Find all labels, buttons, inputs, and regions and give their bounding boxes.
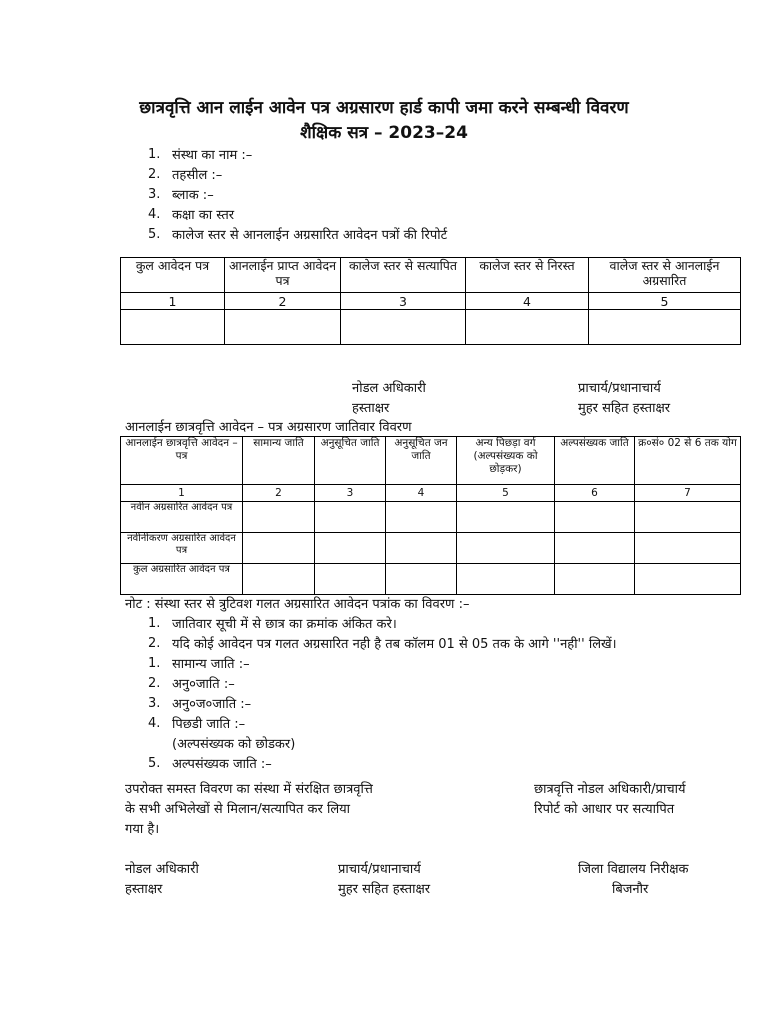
empty-entry-cell[interactable]	[635, 564, 741, 595]
empty-entry-cell[interactable]	[457, 533, 555, 564]
empty-entry-cell[interactable]	[243, 533, 315, 564]
empty-entry-cell[interactable]	[589, 310, 741, 345]
table-header-cell: सामान्य जाति	[243, 437, 315, 485]
column-number: 1	[121, 485, 243, 502]
verification-right-text: छात्रवृत्ति नोडल अधिकारी/प्राचार्य	[534, 782, 686, 797]
empty-entry-cell[interactable]	[635, 533, 741, 564]
table-row	[121, 564, 741, 595]
table-header-cell: क्र०सं० 02 से 6 तक योग	[635, 437, 741, 485]
empty-entry-cell[interactable]	[555, 533, 635, 564]
list-number: 4.	[148, 716, 161, 731]
column-number: 4	[386, 485, 457, 502]
note-item: यदि कोई आवेदन पत्र गलत अग्रसारित नही है तब कॉलम 01 से 05 तक के आगे ''नही'' लिखें।	[172, 637, 617, 652]
empty-entry-cell[interactable]	[555, 564, 635, 595]
list-number: 3.	[148, 696, 161, 711]
list-number: 2.	[148, 636, 161, 651]
column-number: 3	[341, 293, 466, 310]
row-header-total-forwarded: कुल अग्रसारित आवेदन पत्र	[121, 564, 243, 595]
column-number: 5	[457, 485, 555, 502]
empty-entry-cell[interactable]	[243, 502, 315, 533]
principal-label: प्राचार्य/प्रधानाचार्य	[578, 381, 661, 396]
empty-entry-cell[interactable]	[315, 533, 386, 564]
table-row	[121, 533, 741, 564]
obc-label: पिछडी जाति :–	[172, 717, 246, 732]
column-number: 2	[225, 293, 341, 310]
signature-label: हस्ताक्षर	[352, 401, 390, 416]
empty-entry-cell[interactable]	[341, 310, 466, 345]
list-number: 1.	[148, 147, 161, 162]
verification-text: गया है।	[125, 822, 160, 837]
table-header-cell: आनलाईन छात्रवृत्ति आवेदन –पत्र	[121, 437, 243, 485]
academic-session: शैक्षिक सत्र – 2023–24	[300, 123, 468, 143]
column-number: 2	[243, 485, 315, 502]
column-number: 7	[635, 485, 741, 502]
verification-right-text: रिपोर्ट को आधार पर सत्यापित	[534, 802, 675, 817]
column-number: 4	[466, 293, 589, 310]
empty-entry-cell[interactable]	[243, 564, 315, 595]
row-header-new-forwarded: नवीन अग्रसारित आवेदन पत्र	[121, 502, 243, 533]
verification-text: उपरोक्त समस्त विवरण का संस्था में संरक्षित छात्रवृत्ति	[125, 782, 373, 797]
list-number: 1.	[148, 656, 161, 671]
empty-entry-cell[interactable]	[121, 310, 225, 345]
empty-entry-cell[interactable]	[225, 310, 341, 345]
seal-signature-label: मुहर सहित हस्ताक्षर	[578, 401, 671, 416]
table-header-cell: वालेज स्तर से आनलाईन अग्रसारित	[589, 258, 741, 293]
list-number: 5.	[148, 756, 161, 771]
castewise-table	[120, 436, 741, 595]
tehsil-label: तहसील :–	[172, 168, 223, 183]
empty-entry-cell[interactable]	[315, 564, 386, 595]
table-header-cell: आनलाईन प्राप्त आवेदन पत्र	[225, 258, 341, 293]
empty-entry-cell[interactable]	[457, 502, 555, 533]
empty-entry-cell[interactable]	[386, 502, 457, 533]
empty-entry-cell[interactable]	[386, 564, 457, 595]
nodal-officer-label: नोडल अधिकारी	[125, 862, 199, 877]
principal-label: प्राचार्य/प्रधानाचार्य	[338, 862, 421, 877]
list-number: 5.	[148, 227, 161, 242]
empty-entry-cell[interactable]	[555, 502, 635, 533]
column-number: 5	[589, 293, 741, 310]
block-label: ब्लाक :–	[172, 188, 214, 203]
obc-note: (अल्पसंख्यक को छोडकर)	[172, 737, 296, 752]
list-number: 1.	[148, 616, 161, 631]
table-header-cell: कालेज स्तर से निरस्त	[466, 258, 589, 293]
district-name: बिजनौर	[612, 882, 649, 897]
empty-entry-cell[interactable]	[457, 564, 555, 595]
sc-label: अनु०जाति :–	[172, 677, 235, 692]
table-header-cell: अन्य पिछड़ा वर्ग (अल्पसंख्यक को छोड़कर)	[457, 437, 555, 485]
column-number: 6	[555, 485, 635, 502]
list-number: 2.	[148, 167, 161, 182]
district-inspector-label: जिला विद्यालय निरीक्षक	[578, 862, 689, 877]
general-caste-label: सामान्य जाति :–	[172, 657, 250, 672]
note-heading: नोट : संस्था स्तर से त्रुटिवश गलत अग्रसारित आवेदन पत्रांक का विवरण :–	[125, 597, 470, 612]
table-header-cell: कालेज स्तर से सत्यापित	[341, 258, 466, 293]
nodal-officer-label: नोडल अधिकारी	[352, 381, 426, 396]
list-number: 4.	[148, 207, 161, 222]
table-row	[121, 502, 741, 533]
list-number: 3.	[148, 187, 161, 202]
st-label: अनु०ज०जाति :–	[172, 697, 252, 712]
seal-signature-label: मुहर सहित हस्ताक्षर	[338, 882, 431, 897]
table-header-cell: अल्पसंख्यक जाति	[555, 437, 635, 485]
empty-entry-cell[interactable]	[635, 502, 741, 533]
minority-label: अल्पसंख्यक जाति :–	[172, 757, 272, 772]
table-header-cell: अनुसूचित जाति	[315, 437, 386, 485]
column-number: 1	[121, 293, 225, 310]
college-report-table	[120, 257, 741, 345]
list-number: 2.	[148, 676, 161, 691]
castewise-table-caption: आनलाईन छात्रवृत्ति आवेदन – पत्र अग्रसारण जातिवार विवरण	[125, 420, 412, 435]
document-title: छात्रवृत्ति आन लाईन आवेन पत्र अग्रसारण हार्ड कापी जमा करने सम्बन्धी विवरण	[139, 98, 629, 118]
class-level-label: कक्षा का स्तर	[172, 208, 235, 223]
table-header-cell: अनुसूचित जन जाति	[386, 437, 457, 485]
empty-entry-cell[interactable]	[315, 502, 386, 533]
signature-label: हस्ताक्षर	[125, 882, 163, 897]
verification-text: के सभी अभिलेखों से मिलान/सत्यापित कर लिया	[125, 802, 351, 817]
empty-entry-cell[interactable]	[386, 533, 457, 564]
institution-name-label: संस्था का नाम :–	[172, 148, 253, 163]
note-item: जातिवार सूची में से छात्र का क्रमांक अंकित करे।	[172, 617, 397, 632]
row-header-renewal-forwarded: नवीनीकरण अग्रसारित आवेदन पत्र	[121, 533, 243, 564]
empty-entry-cell[interactable]	[466, 310, 589, 345]
column-number: 3	[315, 485, 386, 502]
college-report-label: कालेज स्तर से आनलाईन अग्रसारित आवेदन पत्रों की रिपोर्ट	[172, 228, 448, 243]
table-header-cell: कुल आवेदन पत्र	[121, 258, 225, 293]
